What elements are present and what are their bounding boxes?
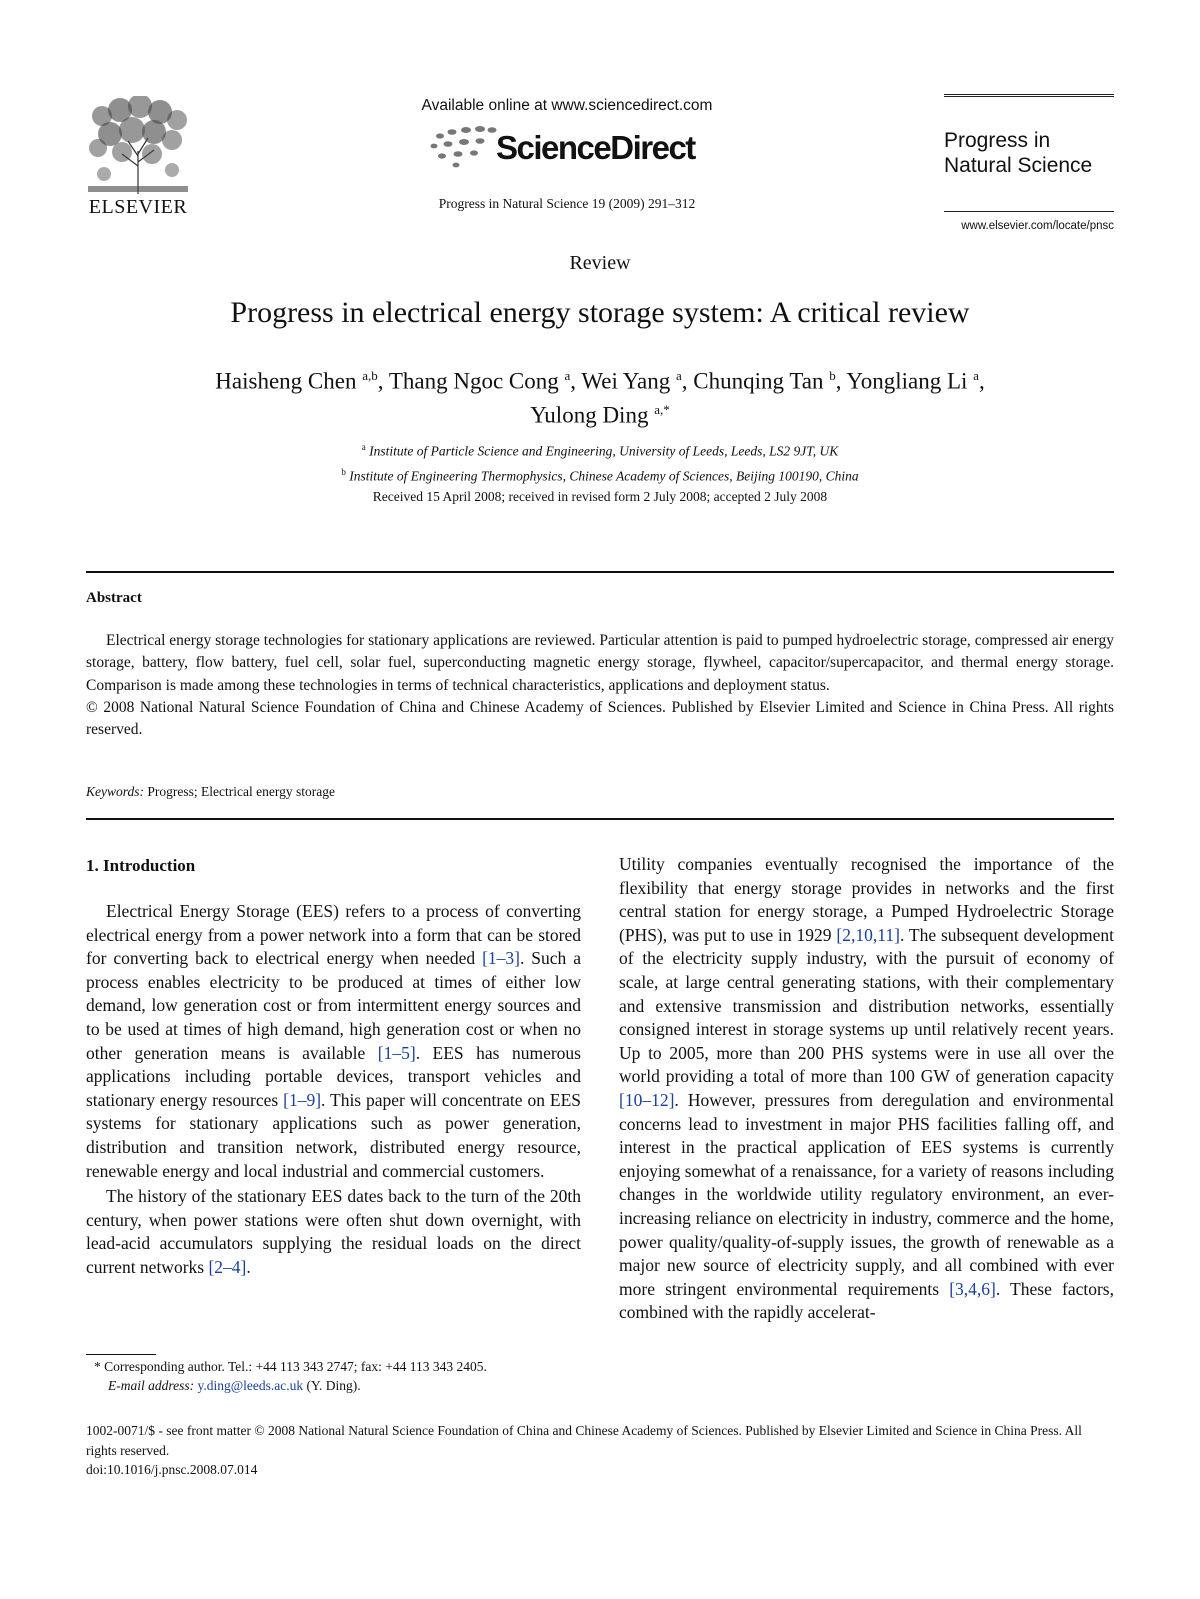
affiliation-mark: a xyxy=(361,442,366,452)
reference-link[interactable]: [1–9] xyxy=(283,1089,322,1110)
sciencedirect-dots-logo-icon xyxy=(426,124,506,172)
reference-link[interactable]: [10–12] xyxy=(619,1089,675,1110)
author-affiliation-mark: a,b xyxy=(362,368,378,383)
article-type: Review xyxy=(569,252,631,274)
affiliation xyxy=(86,462,1114,487)
email-line xyxy=(86,1376,586,1395)
author-affiliation-mark: b xyxy=(829,368,836,383)
author-affiliation-mark: a,* xyxy=(654,401,670,417)
keywords xyxy=(86,784,335,800)
body-paragraph xyxy=(86,900,581,1183)
affiliation-text: Institute of Particle Science and Engineering, University of Leeds, Leeds, LS2 9JT, UK xyxy=(365,443,839,459)
reference-link[interactable]: [2,10,11] xyxy=(836,924,900,945)
author-separator: , xyxy=(570,368,582,394)
right-column xyxy=(619,853,1114,1325)
author-separator: , xyxy=(681,368,694,394)
footnote xyxy=(86,1357,586,1395)
reference-link[interactable]: [1–5] xyxy=(377,1042,416,1063)
abstract-heading: Abstract xyxy=(86,590,142,606)
publisher-name: ELSEVIER xyxy=(88,196,188,218)
journal-name-line1: Progress in xyxy=(944,129,1051,152)
author-name: Haisheng Chen xyxy=(215,368,363,394)
issn-line: 1002-0071/$ - see front matter © 2008 National Natural Science Foundation of China and Chinese Academy of Sciences. Published by Elsevier Limited and Science in China Press. All rights reserved. xyxy=(86,1423,1082,1458)
abstract-bottom-rule xyxy=(86,818,1114,820)
doi[interactable]: doi:10.1016/j.pnsc.2008.07.014 xyxy=(86,1462,258,1477)
body-text: The history of the stationary EES dates back to the turn of the 20th century, when power stations were often shut down overnight, with lead-acid accumulators supplying the residual loads on the direct current networks xyxy=(86,1186,581,1277)
reference-link[interactable]: [3,4,6] xyxy=(949,1278,996,1299)
author-name: Yongliang Li xyxy=(846,368,974,394)
journal-citation: Progress in Natural Science 19 (2009) 291–312 xyxy=(438,196,696,211)
footnote-rule xyxy=(86,1354,156,1355)
available-online-text: Available online at www.sciencedirect.com xyxy=(421,97,713,114)
body-text: . These factors, combined with the rapidly accelerat- xyxy=(619,1278,1114,1323)
body-text: . However, pressures from deregulation and environmental concerns lead to investment in major PHS facilities falling off, and interest in the practical application of EES systems is currently enjoying somewhat of a renaissance, for a variety of reasons including changes in the worldwide utility regulatory environment, an ever-increasing reliance on electricity in industry, commerce and the home, power quality/quality-of-supply issues, the growth of renewable as a major new source of electricity supply, and all combined with ever more stringent environmental requirements xyxy=(619,1089,1114,1299)
keywords-list: Progress; Electrical energy storage xyxy=(147,784,335,799)
body-text: . Such a process enables electricity to be produced at times of either low demand, low generation cost or from intermittent energy sources and to be used at times of high demand, high generation cost or when no other generation means is available xyxy=(86,948,581,1063)
author-separator: , xyxy=(835,368,847,394)
article-title: Progress in electrical energy storage system: A critical review xyxy=(230,296,970,329)
abstract-body xyxy=(86,630,1114,741)
body-paragraph xyxy=(86,1185,581,1279)
author-name: Yulong Ding xyxy=(530,402,655,428)
email-suffix: (Y. Ding). xyxy=(306,1378,361,1393)
left-column xyxy=(86,900,581,1280)
keywords-label: Keywords: xyxy=(86,784,144,799)
author-separator: , xyxy=(978,368,985,394)
article-dates: Received 15 April 2008; received in revised form 2 July 2008; accepted 2 July 2008 xyxy=(372,489,828,504)
footnote-mark: * xyxy=(94,1359,101,1374)
corresponding-author-note xyxy=(86,1357,586,1376)
abstract-paragraph: Electrical energy storage technologies for stationary applications are reviewed. Particular attention is paid to pumped hydroelectric storage, compressed air energy storage, battery, flow battery, fuel cell, solar fuel, superconducting magnetic energy storage, flywheel, capacitor/supercapacitor, and thermal energy storage. Comparison is made among these technologies in terms of technical characteristics, applications and deployment status. xyxy=(86,632,1114,694)
author-affiliation-mark: a xyxy=(973,368,979,383)
journal-name-line2: Natural Science xyxy=(944,154,1093,177)
author-affiliation-mark: a xyxy=(676,368,682,383)
affiliation xyxy=(86,437,1114,462)
journal-top-rule xyxy=(944,94,1114,97)
sciencedirect-brand: ScienceDirect xyxy=(496,129,695,166)
journal-name xyxy=(944,128,1124,178)
affiliation-text: Institute of Engineering Thermophysics, Chinese Academy of Sciences, Beijing 100190, China xyxy=(345,468,859,483)
body-text: Utility companies eventually recognised the importance of the flexibility that energy storage provides in networks and the first central station for energy storage, a Pumped Hydroelectric Storage (PHS), was put to use in 1929 xyxy=(619,854,1114,945)
reference-link[interactable]: [2–4] xyxy=(208,1256,247,1277)
abstract-top-rule xyxy=(86,571,1114,573)
body-text: . The subsequent development of the electricity supply industry, with the pursuit of economy of scale, at large central generating stations, with their complementary and extensive transmission and distribution networks, essentially consigned interest in storage systems up until relatively recent years. Up to 2005, more than 200 PHS systems were in use all over the world providing a total of more than 100 GW of generation capacity xyxy=(619,924,1114,1087)
affiliation-list xyxy=(86,437,1114,486)
corresponding-text: Corresponding author. Tel.: +44 113 343 2747; fax: +44 113 343 2405. xyxy=(104,1359,487,1374)
email-label: E-mail address: xyxy=(108,1378,195,1393)
reference-link[interactable]: [1–3] xyxy=(482,948,520,969)
author-list xyxy=(86,362,1114,429)
author-name: Thang Ngoc Cong xyxy=(388,368,565,394)
body-text: . EES has numerous applications including portable devices, transport vehicles and stationary energy resources xyxy=(86,1042,581,1110)
author-name: Chunqing Tan xyxy=(693,368,830,394)
body-text: Electrical Energy Storage (EES) refers to a process of converting electrical energy from a power network into a form that can be stored for converting back to electrical energy when needed xyxy=(86,901,581,969)
journal-url[interactable]: www.elsevier.com/locate/pnsc xyxy=(961,220,1114,232)
email-link[interactable]: y.ding@leeds.ac.uk xyxy=(197,1378,304,1393)
body-paragraph xyxy=(619,853,1114,1325)
journal-bottom-rule xyxy=(944,211,1114,212)
abstract-copyright: © 2008 National Natural Science Foundation of China and Chinese Academy of Sciences. Published by Elsevier Limited and Science in China Press. All rights reserved. xyxy=(86,698,1114,739)
author-affiliation-mark: a xyxy=(564,368,571,383)
author-separator: , xyxy=(377,368,389,394)
body-text: . xyxy=(246,1256,251,1277)
front-matter xyxy=(86,1421,1114,1480)
author-name: Wei Yang xyxy=(581,368,677,394)
body-text: . This paper will concentrate on EES systems for stationary applications such as power generation, distribution and transition network, distributed energy resource, renewable energy and local industrial and commercial customers. xyxy=(86,1089,581,1181)
section-heading: 1. Introduction xyxy=(86,856,196,875)
affiliation-mark: b xyxy=(341,466,346,477)
